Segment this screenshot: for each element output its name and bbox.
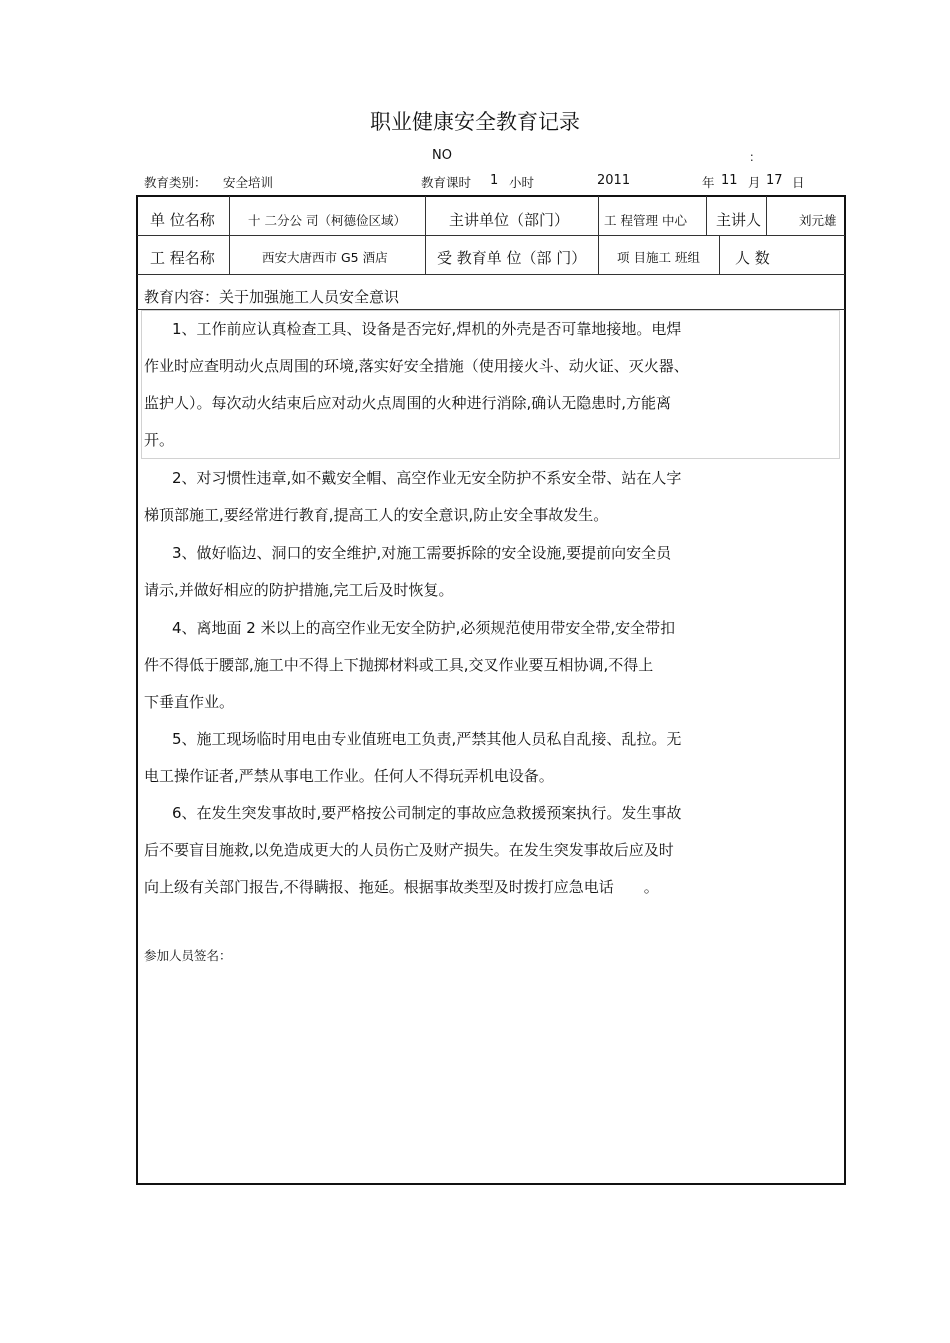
date-year: 2011	[597, 173, 631, 188]
column-divider	[425, 196, 426, 274]
paragraph-line: 1、工作前应认真检查工具、设备是否完好,焊机的外壳是否可靠地接地。电焊	[172, 320, 682, 338]
speaker-value: 刘元雄	[799, 213, 837, 228]
hours-value: 1	[490, 173, 499, 188]
column-divider	[706, 196, 707, 235]
page-title: 职业健康安全教育记录	[370, 110, 580, 134]
column-divider	[229, 196, 230, 274]
attendee-count-label: 人 数	[735, 249, 770, 267]
paragraph-line: 电工操作证者,严禁从事电工作业。任何人不得玩弄机电设备。	[144, 767, 554, 785]
paragraph-line: 请示,并做好相应的防护措施,完工后及时恢复。	[144, 581, 454, 599]
paragraph-line: 作业时应查明动火点周围的环境,落实好安全措施（使用接火斗、动火证、灭火器、	[144, 357, 689, 375]
hours-unit: 小时	[509, 175, 535, 190]
paragraph-line: 下垂直作业。	[144, 693, 235, 711]
paragraph-line: 3、做好临边、洞口的安全维护,对施工需要拆除的安全设施,要提前向安全员	[172, 544, 672, 562]
content-title: 教育内容：关于加强施工人员安全意识	[144, 288, 400, 306]
paragraph-line: 4、离地面 2 米以上的高空作业无安全防护,必须规范使用带安全带,安全带扣	[172, 619, 676, 637]
paragraph-line: 后不要盲目施救,以免造成更大的人员伤亡及财产损失。在发生突发事故后应及时	[144, 841, 674, 859]
trainee-unit-label: 受 教育单 位（部 门）	[437, 249, 587, 267]
paragraph-line: 梯顶部施工,要经常进行教育,提高工人的安全意识,防止安全事故发生。	[144, 506, 609, 524]
paragraph-line: 监护人）。每次动火结束后应对动火点周围的火种进行消除,确认无隐患时,方能离	[144, 394, 672, 412]
row-divider	[137, 235, 845, 236]
paragraph-2	[144, 460, 804, 534]
column-divider	[766, 196, 767, 235]
host-unit-value: 工 程管理 中心	[604, 213, 687, 228]
paragraph-line: 6、在发生突发事故时,要严格按公司制定的事故应急救援预案执行。发生事故	[172, 804, 682, 822]
paragraph-line: 向上级有关部门报告,不得瞒报、拖延。根据事故类型及时拨打应急电话 。	[144, 878, 659, 896]
date-month: 11	[721, 173, 738, 188]
category-value: 安全培训	[223, 175, 274, 190]
paragraph-line: 件不得低于腰部,施工中不得上下抛掷材料或工具,交叉作业要互相协调,不得上	[144, 656, 654, 674]
column-divider	[598, 196, 599, 274]
paragraph-line: 开。	[144, 431, 175, 449]
row-divider	[137, 274, 845, 275]
record-number-label: NO	[432, 148, 452, 163]
trainee-unit-value: 项 目施工 班组	[617, 250, 700, 265]
date-month-unit: 月	[748, 175, 761, 190]
date-day: 17	[766, 173, 783, 188]
project-name-value: 西安大唐西市 G5 酒店	[262, 250, 388, 265]
speaker-label: 主讲人	[716, 211, 762, 229]
paragraph-1	[144, 311, 804, 459]
project-name-label: 工 程名称	[150, 249, 215, 267]
host-unit-label: 主讲单位（部门）	[449, 211, 570, 229]
column-divider	[719, 235, 720, 274]
paragraph-3	[144, 535, 804, 609]
hours-label: 教育课时	[421, 175, 472, 190]
unit-name-label: 单 位名称	[150, 211, 215, 229]
paragraph-line: 5、施工现场临时用电由专业值班电工负责,严禁其他人员私自乱接、乱拉。无	[172, 730, 682, 748]
category-label: 教育类别：	[144, 175, 207, 190]
signature-label: 参加人员签名：	[144, 948, 232, 963]
paragraph-6	[144, 795, 804, 906]
date-day-unit: 日	[792, 175, 805, 190]
unit-name-value: 十 二分公 司（柯德俭区域）	[248, 213, 406, 228]
paragraph-line: 2、对习惯性违章,如不戴安全帽、高空作业无安全防护不系安全带、站在人字	[172, 469, 682, 487]
record-number-colon: ：	[749, 150, 762, 164]
paragraph-4	[144, 610, 804, 721]
paragraph-5	[144, 721, 804, 795]
date-year-unit: 年	[702, 175, 715, 190]
